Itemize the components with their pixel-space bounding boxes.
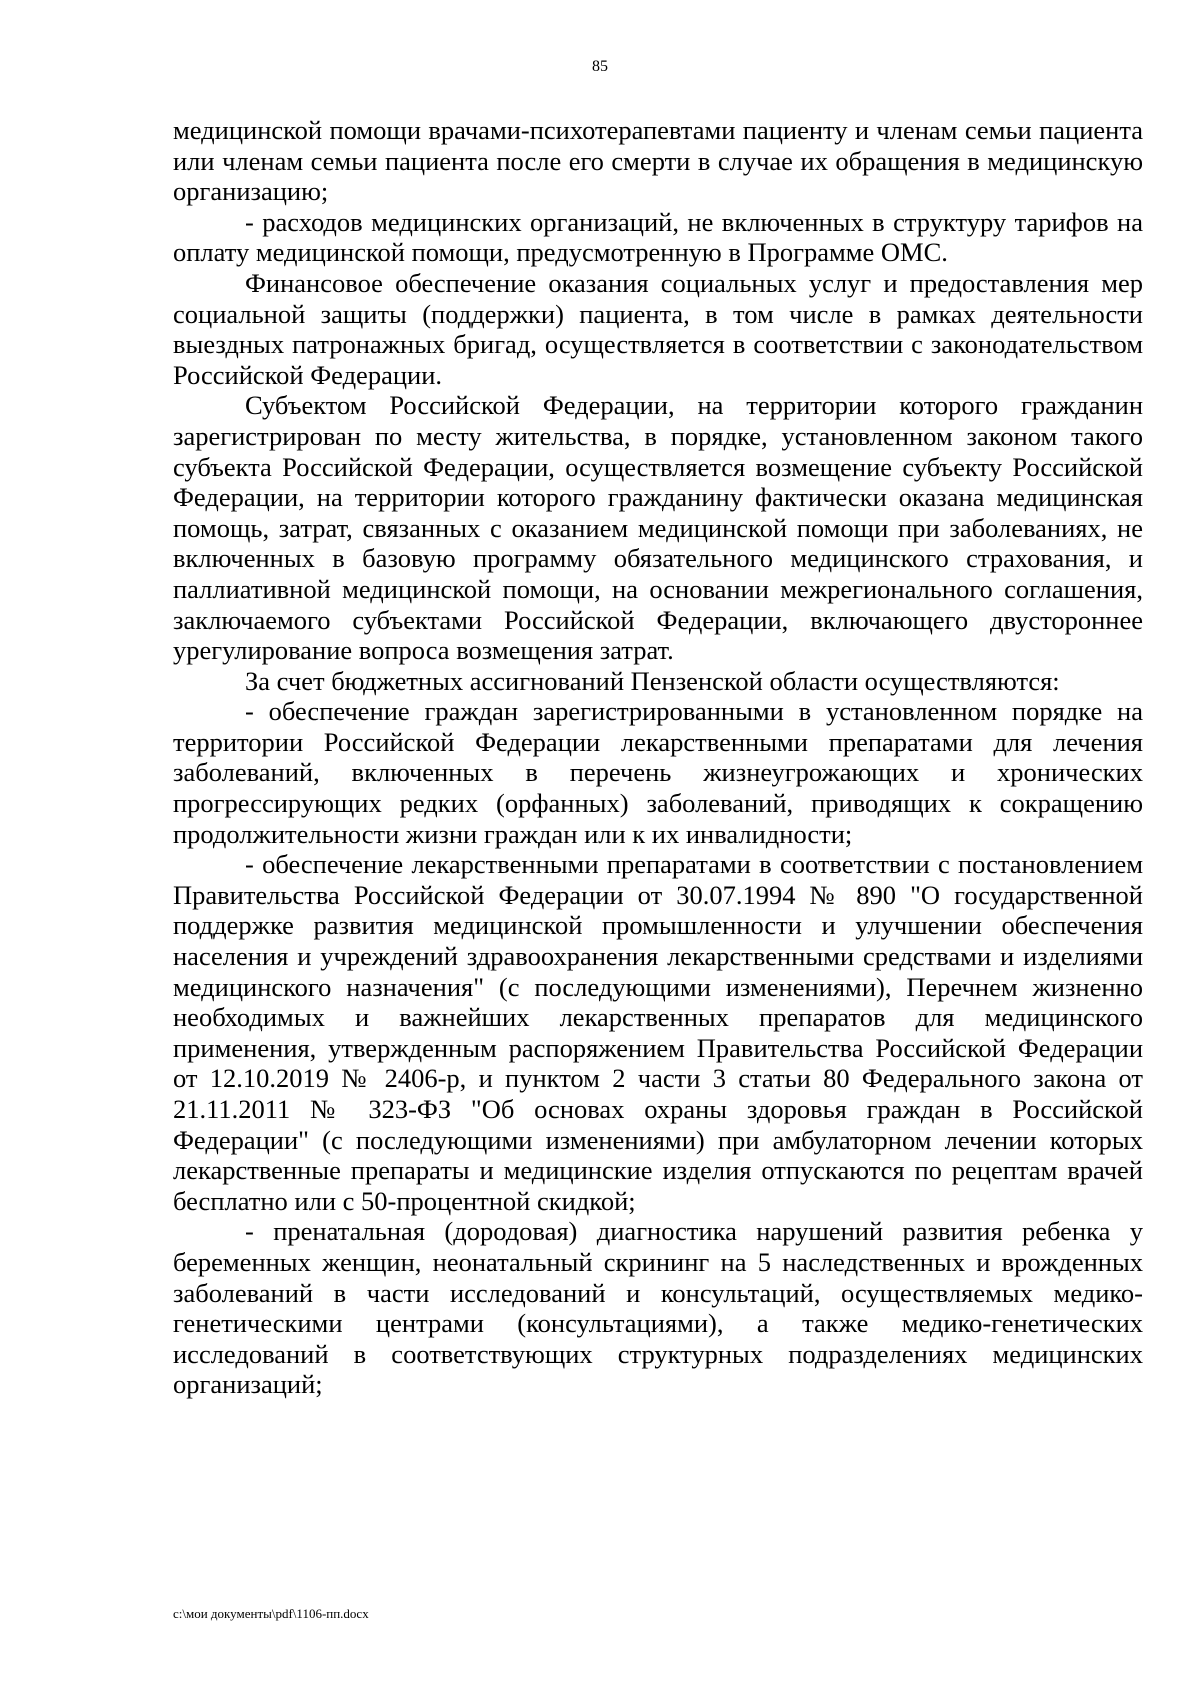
paragraph-orphan-drugs-item: - обеспечение граждан зарегистрированными в установленном порядке на территории Российской Федерации лекарственными препаратами для лечения заболеваний, включенных в перечень жизнеугрожающих и хронических прогрессирующих редких (орфанных) заболеваний, приводящих к сокращению продолжительности жизни граждан или к их инвалидности; — [173, 696, 1143, 849]
paragraph-prenatal-diagnostics-item: - пренатальная (дородовая) диагностика нарушений развития ребенка у беременных женщин, неонатальный скрининг на 5 наследственных и врожденных заболеваний в части исследований и консультаций, осуществляемых медико-генетическими центрами (консультациями), а также медико-генетических исследований в соответствующих структурных подразделениях медицинских организаций; — [173, 1216, 1143, 1400]
paragraph-social-services: Финансовое обеспечение оказания социальных услуг и предоставления мер социальной защиты (поддержки) пациента, в том числе в рамках деятельности выездных патронажных бригад, осуществляется в соответствии с законодательством Российской Федерации. — [173, 267, 1143, 390]
paragraph-continuation: медицинской помощи врачами-психотерапевтами пациенту и членам семьи пациента или членам семьи пациента после его смерти в случае их обращения в медицинскую организацию; — [173, 115, 1143, 207]
paragraph-drug-provision-item: - обеспечение лекарственными препаратами в соответствии с постановлением Правительства Российской Федерации от 30.07.1994 № 890 "О государственной поддержке развития медицинской промышленности и улучшении обеспечения населения и учреждений здравоохранения лекарственными средствами и изделиями медицинского назначения" (с последующими изменениями), Перечнем жизненно необходимых и важнейших лекарственных препаратов для медицинского применения, утвержденным распоряжением Правительства Российской Федерации от 12.10.2019 № 2406-р, и пунктом 2 части 3 статьи 80 Федерального закона от 21.11.2011 № 323-ФЗ "Об основах охраны здоровья граждан в Российской Федерации" (с последующими изменениями) при амбулаторном лечении которых лекарственные препараты и медицинские изделия отпускаются по рецептам врачей бесплатно или с 50-процентной скидкой; — [173, 849, 1143, 1216]
paragraph-budget-funding: За счет бюджетных ассигнований Пензенской области осуществляются: — [245, 665, 1060, 696]
page-number: 85 — [592, 58, 608, 75]
document-body — [173, 115, 1143, 1400]
paragraph-expenses-item: - расходов медицинских организаций, не включенных в структуру тарифов на оплату медицинской помощи, предусмотренную в Программе ОМС. — [173, 206, 1143, 268]
paragraph-compensation: Субъектом Российской Федерации, на территории которого гражданин зарегистрирован по месту жительства, в порядке, установленном законом такого субъекта Российской Федерации, осуществляется возмещение субъекту Российской Федерации, на территории которого гражданину фактически оказана медицинская помощь, затрат, связанных с оказанием медицинской помощи при заболеваниях, не включенных в базовую программу обязательного медицинского страхования, и паллиативной медицинской помощи, на основании межрегионального соглашения, заключаемого субъектами Российской Федерации, включающего двустороннее урегулирование вопроса возмещения затрат. — [173, 390, 1143, 666]
footer-file-path: c:\мои документы\pdf\1106-пп.docx — [173, 1606, 369, 1621]
